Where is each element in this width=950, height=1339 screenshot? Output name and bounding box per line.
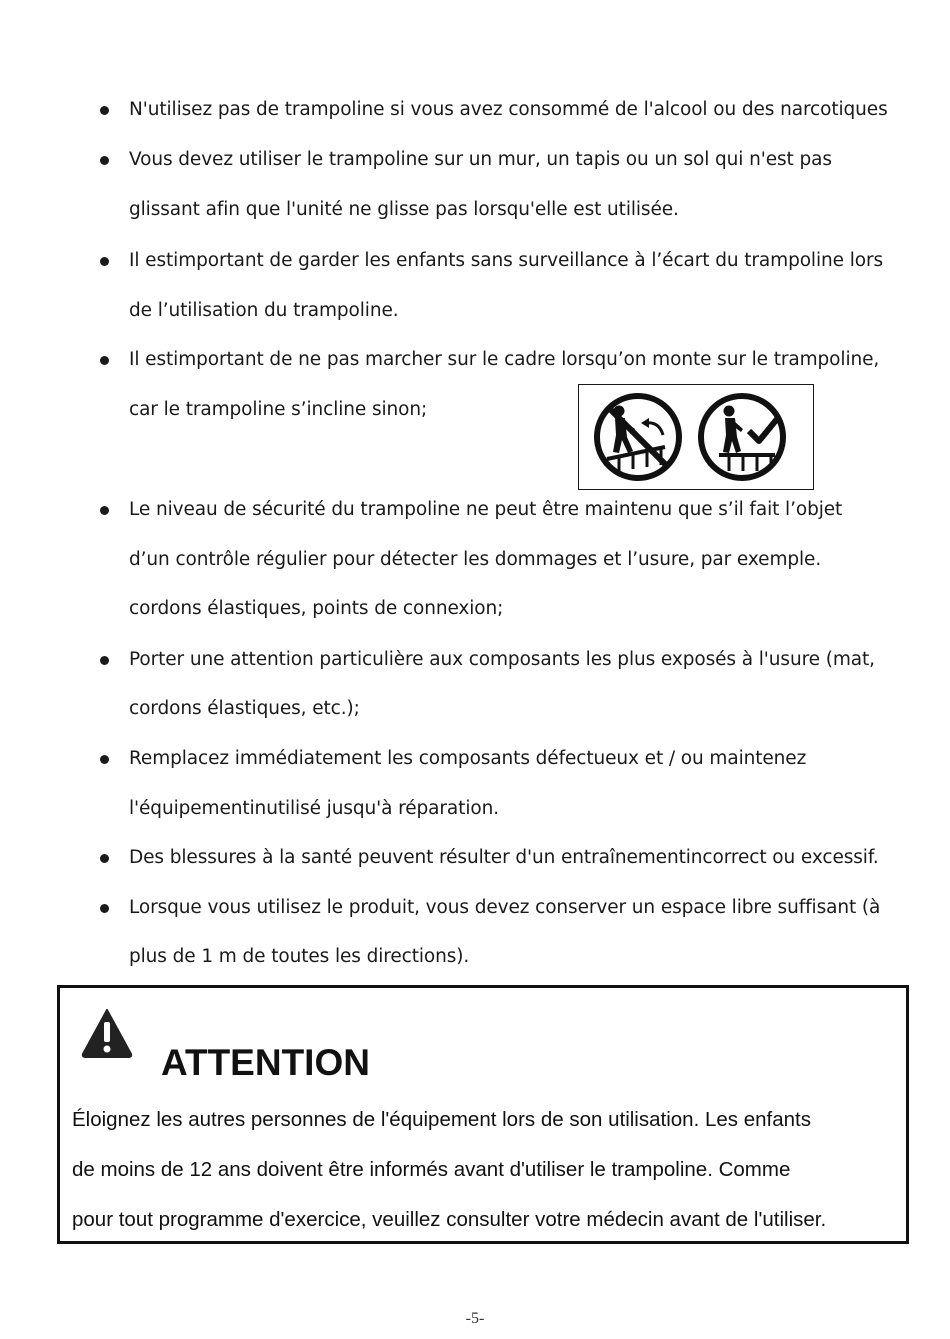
attention-box [57, 985, 909, 1244]
attention-title: ATTENTION [161, 1042, 370, 1083]
list-item-text: Vous devez utiliser le trampoline sur un mur, un tapis ou un sol qui n'est pas [129, 149, 832, 170]
list-item-text: Lorsque vous utilisez le produit, vous devez conserver un espace libre suffisant (à [129, 897, 881, 918]
list-item-text: Le niveau de sécurité du trampoline ne peut être maintenu que s’il fait l’objet [129, 499, 843, 520]
list-item-text: de l’utilisation du trampoline. [129, 300, 399, 321]
bullet-dot [100, 156, 109, 165]
list-item-text: plus de 1 m de toutes les directions). [129, 946, 470, 967]
list-item-text: car le trampoline s’incline sinon; [129, 399, 428, 420]
correct-stepping-onto-trampoline-icon [701, 396, 783, 478]
list-item-text: N'utilisez pas de trampoline si vous avez consommé de l'alcool ou des narcotiques [129, 99, 888, 120]
list-item-text: Il estimportant de ne pas marcher sur le cadre lorsqu’on monte sur le trampoline, [129, 349, 880, 370]
attention-text-line: de moins de 12 ans doivent être informés avant d'utiliser le trampoline. Comme [72, 1158, 791, 1181]
list-item-text: cordons élastiques, etc.); [129, 698, 360, 719]
list-item-text: cordons élastiques, points de connexion; [129, 598, 504, 619]
list-item-text: Il estimportant de garder les enfants sans surveillance à l’écart du trampoline lors [129, 250, 884, 271]
bullet-dot [100, 755, 109, 764]
bullet-dot [100, 257, 109, 266]
list-item-text: l'équipementinutilisé jusqu'à réparation. [129, 798, 499, 819]
bullet-dot [100, 656, 109, 665]
list-item-text: d’un contrôle régulier pour détecter les dommages et l’usure, par exemple. [129, 549, 822, 570]
attention-text-line: Éloignez les autres personnes de l'équipement lors de son utilisation. Les enfants [72, 1108, 811, 1131]
bullet-dot [100, 106, 109, 115]
bullet-dot [100, 854, 109, 863]
attention-text-line: pour tout programme d'exercice, veuillez consulter votre médecin avant de l'utiliser. [72, 1208, 827, 1231]
bullet-dot [100, 904, 109, 913]
list-item-text: glissant afin que l'unité ne glisse pas lorsqu'elle est utilisée. [129, 199, 679, 220]
list-item-text: Porter une attention particulière aux composants les plus exposés à l'usure (mat, [129, 649, 875, 670]
prohibited-stepping-on-frame-icon [597, 396, 679, 478]
bullet-dot [100, 356, 109, 365]
stepping-pictogram-box [578, 384, 814, 490]
list-item-text: Remplacez immédiatement les composants défectueux et / ou maintenez [129, 748, 807, 769]
bullet-dot [100, 506, 109, 515]
page-number: -5- [465, 1310, 485, 1327]
warning-triangle-icon [80, 1006, 134, 1064]
list-item-text: Des blessures à la santé peuvent résulter d'un entraînementincorrect ou excessif. [129, 847, 879, 868]
